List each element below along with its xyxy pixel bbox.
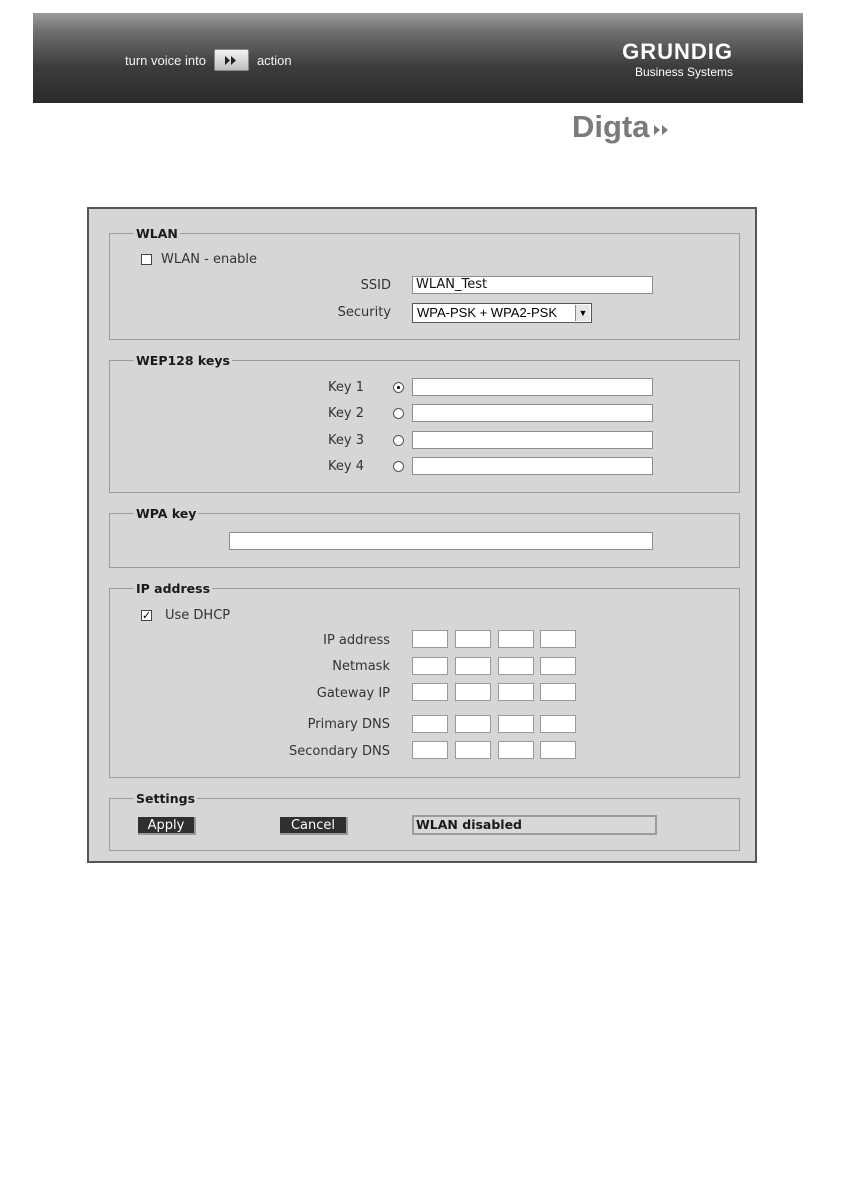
primary-dns-octet-1[interactable] (412, 715, 448, 733)
ip-address-label: IP address (323, 633, 390, 648)
use-dhcp-label: Use DHCP (165, 608, 231, 623)
apply-button[interactable]: Apply (138, 817, 196, 835)
gateway-octet-2[interactable] (455, 683, 491, 701)
security-value: WPA-PSK + WPA2-PSK (417, 305, 558, 320)
netmask-label: Netmask (332, 659, 390, 674)
secondary-dns-octet-1[interactable] (412, 741, 448, 759)
security-select[interactable] (412, 303, 592, 323)
secondary-dns-octet-4[interactable] (540, 741, 576, 759)
secondary-dns-label: Secondary DNS (289, 744, 390, 759)
secondary-dns-octet-2[interactable] (455, 741, 491, 759)
wpa-key-input[interactable] (229, 532, 653, 550)
product-name: Digta (572, 109, 650, 144)
header-banner (33, 13, 803, 103)
primary-dns-octet-4[interactable] (540, 715, 576, 733)
tagline (125, 49, 292, 71)
brand-logo (622, 40, 733, 80)
ip-octet-2[interactable] (455, 630, 491, 648)
wep-legend: WEP128 keys (136, 353, 230, 368)
key-3-label: Key 3 (328, 433, 364, 448)
key-2-label: Key 2 (328, 406, 364, 421)
key-1-radio[interactable] (393, 382, 404, 393)
chevron-down-icon[interactable]: ▼ (575, 305, 590, 321)
key-3-radio[interactable] (393, 435, 404, 446)
fast-forward-icon (214, 49, 249, 71)
wlan-enable-label: WLAN - enable (161, 252, 258, 267)
key-1-label: Key 1 (328, 380, 364, 395)
primary-dns-octet-2[interactable] (455, 715, 491, 733)
brand-sub: Business Systems (634, 65, 733, 79)
wpa-legend: WPA key (136, 506, 197, 521)
gateway-octet-1[interactable] (412, 683, 448, 701)
netmask-octet-1[interactable] (412, 657, 448, 675)
wlan-enable-checkbox[interactable] (141, 254, 152, 265)
key-2-input[interactable] (412, 404, 653, 422)
status-field: WLAN disabled (412, 815, 657, 835)
ssid-label: SSID (360, 278, 391, 293)
ip-octet-4[interactable] (540, 630, 576, 648)
gateway-octet-3[interactable] (498, 683, 534, 701)
key-4-radio[interactable] (393, 461, 404, 472)
key-4-label: Key 4 (328, 459, 364, 474)
double-arrow-icon (653, 124, 671, 136)
tagline-before: turn voice into (125, 52, 206, 68)
security-label: Security (337, 305, 391, 320)
wlan-settings-dialog (87, 207, 757, 863)
wlan-legend: WLAN (136, 226, 178, 241)
ip-octet-1[interactable] (412, 630, 448, 648)
secondary-dns-octet-3[interactable] (498, 741, 534, 759)
key-1-input[interactable] (412, 378, 653, 396)
ssid-input[interactable]: WLAN_Test (412, 276, 653, 294)
primary-dns-octet-3[interactable] (498, 715, 534, 733)
settings-legend: Settings (136, 791, 196, 806)
key-4-input[interactable] (412, 457, 653, 475)
cancel-button[interactable]: Cancel (280, 817, 348, 835)
key-2-radio[interactable] (393, 408, 404, 419)
product-logo (572, 109, 671, 145)
key-3-input[interactable] (412, 431, 653, 449)
gateway-ip-label: Gateway IP (316, 686, 390, 701)
netmask-octet-4[interactable] (540, 657, 576, 675)
ip-legend: IP address (136, 581, 211, 596)
use-dhcp-checkbox[interactable]: ✓ (142, 609, 152, 622)
primary-dns-label: Primary DNS (307, 717, 390, 732)
ip-octet-3[interactable] (498, 630, 534, 648)
tagline-after: action (256, 52, 292, 68)
gateway-octet-4[interactable] (540, 683, 576, 701)
brand-name: GRUNDIG (622, 39, 733, 64)
netmask-octet-3[interactable] (498, 657, 534, 675)
netmask-octet-2[interactable] (455, 657, 491, 675)
